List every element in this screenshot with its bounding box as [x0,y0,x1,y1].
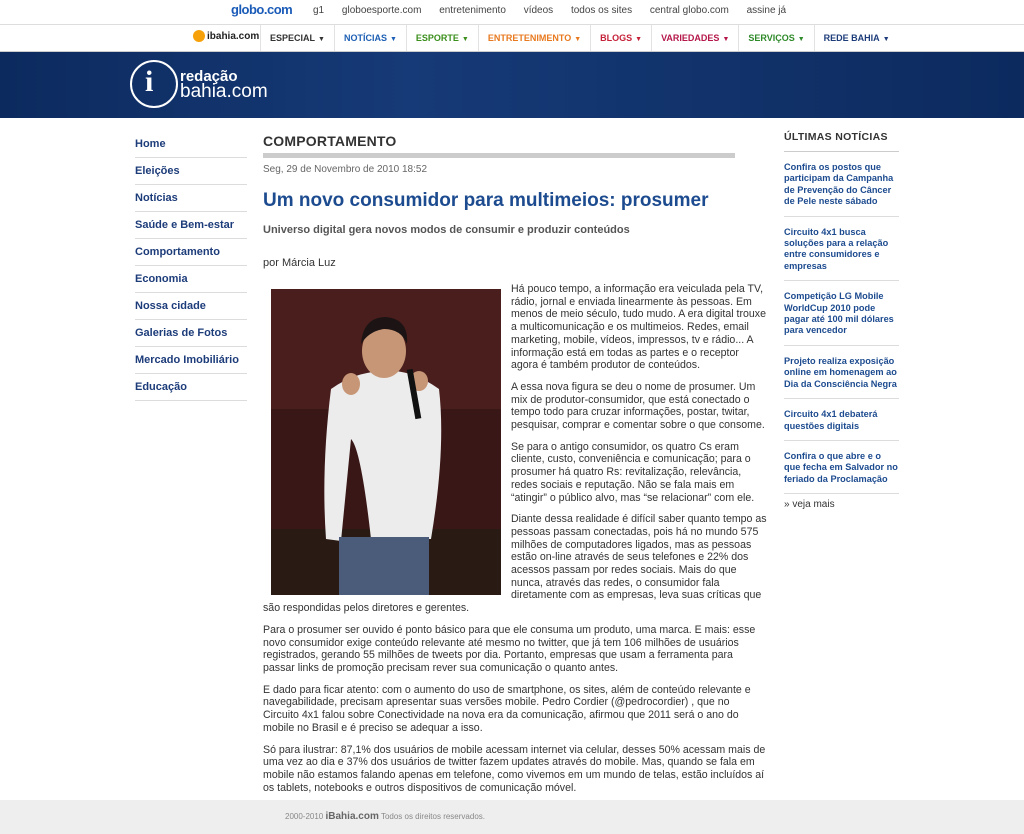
nav-item-especial[interactable] [260,25,334,51]
article-paragraph: A essa nova figura se deu o nome de prosumer. Um mix de produtor-consumidor, que está conectado o tempo todo para cruzar informações, postar, twitar, pesquisar, comprar e comentar sobre o que consome. [511,380,765,432]
chevron-down-icon: ▼ [389,36,397,43]
chevron-down-icon: ▼ [797,36,805,43]
ibahia-circle-icon: i [130,60,178,108]
left-nav-item[interactable]: Saúde e Bem-estar [135,212,247,239]
latest-news-item[interactable]: Circuito 4x1 busca soluções para a relação entre consumidores e empresas [784,217,899,282]
nav-item-esporte[interactable] [406,25,478,51]
nav-item-label: ENTRETENIMENTO [487,33,572,43]
ibahia-logo-text: ibahia.com [207,30,260,42]
latest-news-title: ÚLTIMAS NOTÍCIAS [784,131,899,152]
left-nav-item[interactable]: Notícias [135,185,247,212]
article-body [263,283,767,794]
chevron-down-icon: ▼ [461,36,469,43]
latest-news-item[interactable]: Circuito 4x1 debaterá questões digitais [784,399,899,441]
article-headline: Um novo consumidor para multimeios: prosumer [263,190,709,211]
nav-item-label: ESPORTE [415,33,459,43]
speaker-photo [271,289,501,595]
chevron-down-icon: ▼ [882,36,890,43]
nav-item-rede-bahia[interactable] [814,25,899,51]
nav-item-blogs[interactable] [590,25,651,51]
speaker-photo-illustration [271,289,501,595]
article-date: Seg, 29 de Novembro de 2010 18:52 [263,164,428,175]
logo-line-bahia: bahia.com [180,81,268,102]
footer-brand[interactable]: iBahia.com [325,811,379,822]
left-nav-item[interactable]: Comportamento [135,239,247,266]
latest-news-item[interactable]: Competição LG Mobile WorldCup 2010 pode pagar até 100 mil dólares para vencedor [784,281,899,346]
left-nav-item[interactable]: Nossa cidade [135,293,247,320]
globo-link-central[interactable]: central globo.com [649,5,729,16]
globo-link-todos-os-sites[interactable]: todos os sites [570,5,633,16]
globo-link-g1[interactable]: g1 [313,5,325,16]
left-nav-item[interactable]: Mercado Imobiliário [135,347,247,374]
article-paragraph: Diante dessa realidade é difícil saber quanto tempo as pessoas passam conectadas, pois há no mundo 575 milhões de computadores ligados, mas as pessoas estão on-line através de seus telefones e 22% dos acessos passam por redes sociais. Mais do que nunca, através das redes, o consumidor fala diretamente com as empresas, leva suas críticas que são respondidas pelos diretores e gerentes. [263,513,767,615]
nav-item-label: NOTÍCIAS [343,33,387,43]
nav-item-entretenimento[interactable] [478,25,590,51]
left-nav-item[interactable]: Educação [135,374,247,401]
article-paragraph: Há pouco tempo, a informação era veiculada pela TV, rádio, jornal e enviada linearmente às pessoas. Em menos de meio século, tudo mudo. A era digital trouxe a multicomunicação e os multimeios. Redes, email marketing, mobile, vídeos, impressos, tv e rádio... A informação está em todas as partes e o receptor agora é também produtor de conteúdos. [511,283,766,372]
section-divider [263,153,735,158]
article-paragraph: Se para o antigo consumidor, os quatro Cs eram cliente, custo, conveniência e comunicação; para o prosumer há quatro Rs: revitalização, relevância, redes sociais e reputação. Não se fala mais em “atingir” o público alvo, mas “se relacionar” com ele. [511,440,755,504]
article-paragraph: E dado para ficar atento: com o aumento do uso de smartphone, os sites, além de conteúdo relevante e navegabilidade, precisam apresentar suas versões mobile. Pedro Cordier (@pedrocordier) , que no Circuito 4x1 falou sobre Conectividade na nova era da comunicação, afirmou que 2011 será o ano do mobile no Brasil e é preciso se adequar a isso. [263,683,751,734]
chevron-down-icon: ▼ [318,36,325,43]
left-nav-item[interactable]: Home [135,131,247,158]
globo-links [313,5,801,16]
logo-line-redacao: redação [180,68,238,85]
globo-logo[interactable]: globo.com [231,2,293,17]
ibahia-logo[interactable] [193,30,259,42]
nav-item-serviços[interactable] [738,25,813,51]
chevron-down-icon: ▼ [635,36,643,43]
globo-top-bar [0,0,1024,24]
footer-years: 2000-2010 [285,812,324,821]
section-title: COMPORTAMENTO [263,133,397,149]
latest-news-item[interactable]: Projeto realiza exposição online em homenagem ao Dia da Consciência Negra [784,346,899,399]
latest-news-sidebar [784,131,899,510]
footer [0,800,1024,834]
globo-link-assine[interactable]: assine já [746,5,787,16]
globo-link-globoesporte[interactable]: globoesporte.com [341,5,422,16]
see-more-link[interactable]: » veja mais [784,499,835,511]
globo-link-videos[interactable]: vídeos [523,5,554,16]
left-nav-item[interactable]: Eleições [135,158,247,185]
article-main [263,133,767,803]
ibahia-logo-icon [193,30,205,42]
header-banner [0,52,1024,118]
nav-item-label: VARIEDADES [661,33,720,43]
article-byline: por Márcia Luz [263,257,336,269]
redacao-ibahia-logo[interactable] [130,60,268,108]
left-nav-item[interactable]: Economia [135,266,247,293]
nav-item-label: REDE BAHIA [823,33,880,43]
site-nav-bar [0,24,1024,52]
chevron-down-icon: ▼ [574,36,582,43]
globo-link-entretenimento[interactable]: entretenimento [439,5,506,16]
footer-rights: Todos os direitos reservados. [380,812,485,821]
article-subtitle: Universo digital gera novos modos de consumir e produzir conteúdos [263,224,630,236]
latest-news-item[interactable]: Confira os postos que participam da Campanha de Prevenção do Câncer de Pele neste sábado [784,152,899,217]
nav-item-label: BLOGS [600,33,633,43]
nav-item-variedades[interactable] [651,25,738,51]
nav-menu [260,25,899,51]
left-nav-item[interactable]: Galerias de Fotos [135,320,247,347]
latest-news-item[interactable]: Confira o que abre e o que fecha em Salvador no feriado da Proclamação [784,441,899,494]
chevron-down-icon: ▼ [722,36,730,43]
left-navigation [135,131,247,401]
nav-item-label: SERVIÇOS [748,33,795,43]
article-paragraph: Para o prosumer ser ouvido é ponto básico para que ele consuma um produto, uma marca. E mais: esse novo consumidor exige conteúdo relevante até mesmo no twitter, que já tem 106 milhões de usuários registrados, gerando 55 milhões de tweets por dia. Portanto, empresas que usam a ferramenta para passar links de promoção precisam rever sua comunicação o quanto antes. [263,623,756,674]
nav-item-label: ESPECIAL [270,33,316,43]
article-paragraph: Só para ilustrar: 87,1% dos usuários de mobile acessam internet via celular, desses 50% acessam mais de uma vez ao dia e 37% dos usuários de twitter fazem updates através do mobile. Mas, quando se fala em mobile não estamos falando apenas em telefone, como vivemos em um mundo de telas, estão incluídos aí os tablets, notebooks e outros dispositivos de comunicação móvel. [263,743,766,794]
nav-item-notícias[interactable] [334,25,406,51]
